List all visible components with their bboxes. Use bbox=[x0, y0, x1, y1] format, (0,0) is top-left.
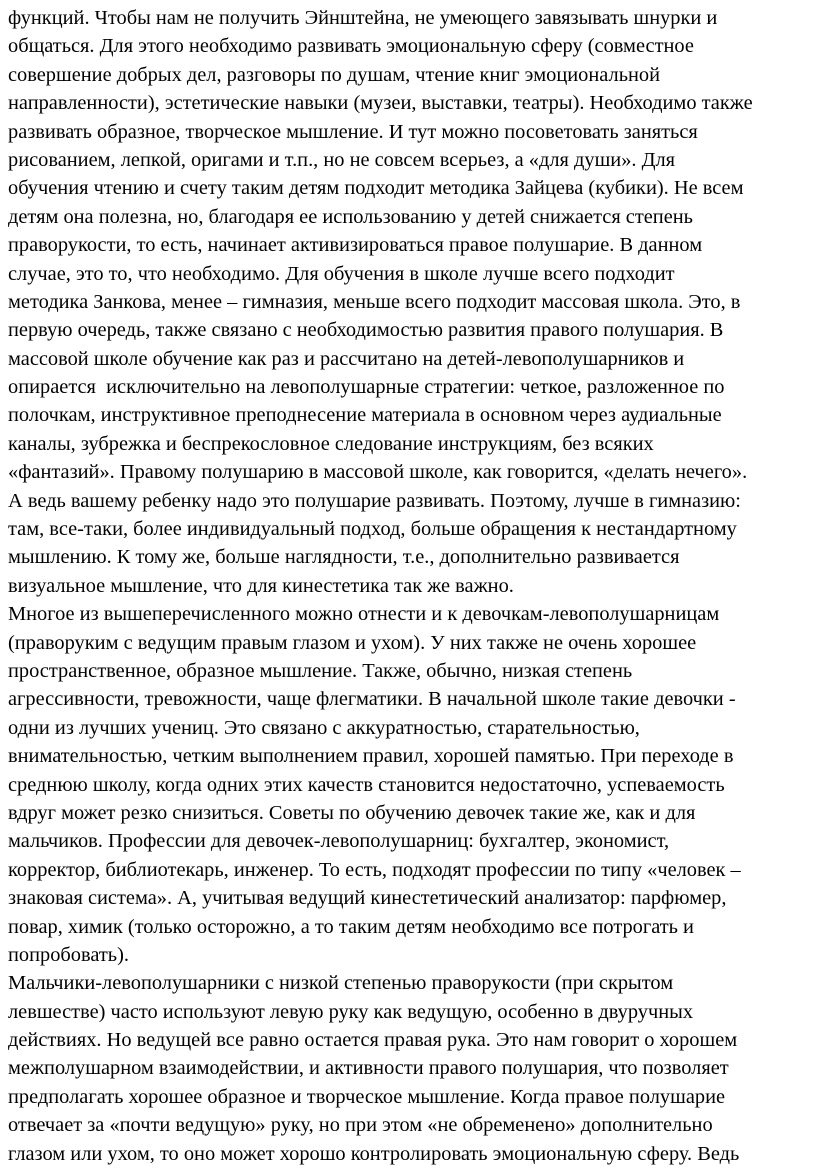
text-line: внимательностью, четким выполнением правил, хорошей памятью. При переходе в bbox=[8, 745, 734, 768]
text-line: левшестве) часто используют левую руку как ведущую, особенно в двуручных bbox=[8, 1000, 694, 1023]
text-line: глазом или ухом, то оно может хорошо контролировать эмоциональную сферу. Ведь bbox=[8, 1142, 740, 1165]
text-line: пространственное, образное мышление. Также, обычно, низкая степень bbox=[8, 659, 633, 682]
text-line: среднюю школу, когда одних этих качеств становится недостаточно, успеваемость bbox=[8, 773, 725, 796]
text-line: А ведь вашему ребенку надо это полушарие развивать. Поэтому, лучше в гимназию: bbox=[8, 489, 741, 512]
text-line: первую очередь, также связано с необходимостью развития правого полушария. В bbox=[8, 319, 724, 342]
text-line: «фантазий». Правому полушарию в массовой школе, как говорится, «делать нечего». bbox=[8, 461, 748, 484]
text-line: развивать образное, творческое мышление. И тут можно посоветовать заняться bbox=[8, 120, 698, 143]
text-line: методика Занкова, менее – гимназия, меньше всего подходит массовая школа. Это, в bbox=[8, 290, 741, 313]
text-line: одни из лучших учениц. Это связано с аккуратностью, старательностью, bbox=[8, 716, 640, 739]
text-line: повар, химик (только осторожно, а то таким детям необходимо все потрогать и bbox=[8, 915, 694, 938]
text-line: совершение добрых дел, разговоры по душам, чтение книг эмоциональной bbox=[8, 63, 661, 86]
text-line: мышлению. К тому же, больше наглядности, т.е., дополнительно развивается bbox=[8, 546, 680, 569]
text-line: там, все-таки, более индивидуальный подход, больше обращения к нестандартному bbox=[8, 518, 737, 541]
text-line: корректор, библиотекарь, инженер. То есть, подходят профессии по типу «человек – bbox=[8, 858, 741, 881]
text-line: мальчиков. Профессии для девочек-левополушарниц: бухгалтер, экономист, bbox=[8, 830, 670, 853]
text-line: обучения чтению и счету таким детям подходит методика Зайцева (кубики). Не всем bbox=[8, 177, 744, 200]
text-line: функций. Чтобы нам не получить Эйнштейна, не умеющего завязывать шнурки и bbox=[8, 7, 718, 29]
text-line: знаковая система». А, учитывая ведущий кинестетический анализатор: парфюмер, bbox=[8, 887, 727, 910]
text-line: Многое из вышеперечисленного можно отнести и к девочкам-левополушарницам bbox=[8, 603, 720, 626]
text-line: действиях. Но ведущей все равно остается правая рука. Это нам говорит о хорошем bbox=[8, 1029, 738, 1052]
text-line: рисованием, лепкой, оригами и т.п., но не совсем всерьез, а «для души». Для bbox=[8, 148, 676, 171]
text-line: опирается исключительно на левополушарные стратегии: четкое, разложенное по bbox=[8, 376, 725, 399]
text-line: попробовать). bbox=[8, 943, 129, 966]
text-line: праворукости, то есть, начинает активизироваться правое полушарие. В данном bbox=[8, 234, 703, 257]
text-line: (праворуким с ведущим правым глазом и ухом). У них также не очень хорошее bbox=[8, 631, 697, 654]
text-line: каналы, зубрежка и беспрекословное следование инструкциям, без всяких bbox=[8, 432, 654, 455]
text-line: отвечает за «почти ведущую» руку, но при этом «не обременено» дополнительно bbox=[8, 1114, 713, 1137]
text-line: детям она полезна, но, благодаря ее использованию у детей снижается степень bbox=[8, 205, 693, 228]
text-line: агрессивности, тревожности, чаще флегматики. В начальной школе такие девочки - bbox=[8, 688, 736, 711]
text-line: массовой школе обучение как раз и рассчитано на детей-левополушарников и bbox=[8, 347, 685, 370]
text-line: межполушарном взаимодействии, и активности правого полушария, что позволяет bbox=[8, 1057, 729, 1080]
text-line: направленности), эстетические навыки (музеи, выставки, театры). Необходимо также bbox=[8, 92, 753, 115]
document-page bbox=[8, 4, 808, 1168]
text-line: вдруг может резко снизиться. Советы по обучению девочек такие же, как и для bbox=[8, 801, 696, 824]
text-line: Мальчики-левополушарники с низкой степенью праворукости (при скрытом bbox=[8, 972, 674, 995]
text-line: предполагать хорошее образное и творческое мышление. Когда правое полушарие bbox=[8, 1085, 726, 1108]
text-line: визуальное мышление, что для кинестетика так же важно. bbox=[8, 574, 514, 597]
text-line: полочкам, инструктивное преподнесение материала в основном через аудиальные bbox=[8, 404, 722, 427]
text-line: случае, это то, что необходимо. Для обучения в школе лучше всего подходит bbox=[8, 262, 675, 285]
text-line: общаться. Для этого необходимо развивать эмоциональную сферу (совместное bbox=[8, 35, 694, 58]
